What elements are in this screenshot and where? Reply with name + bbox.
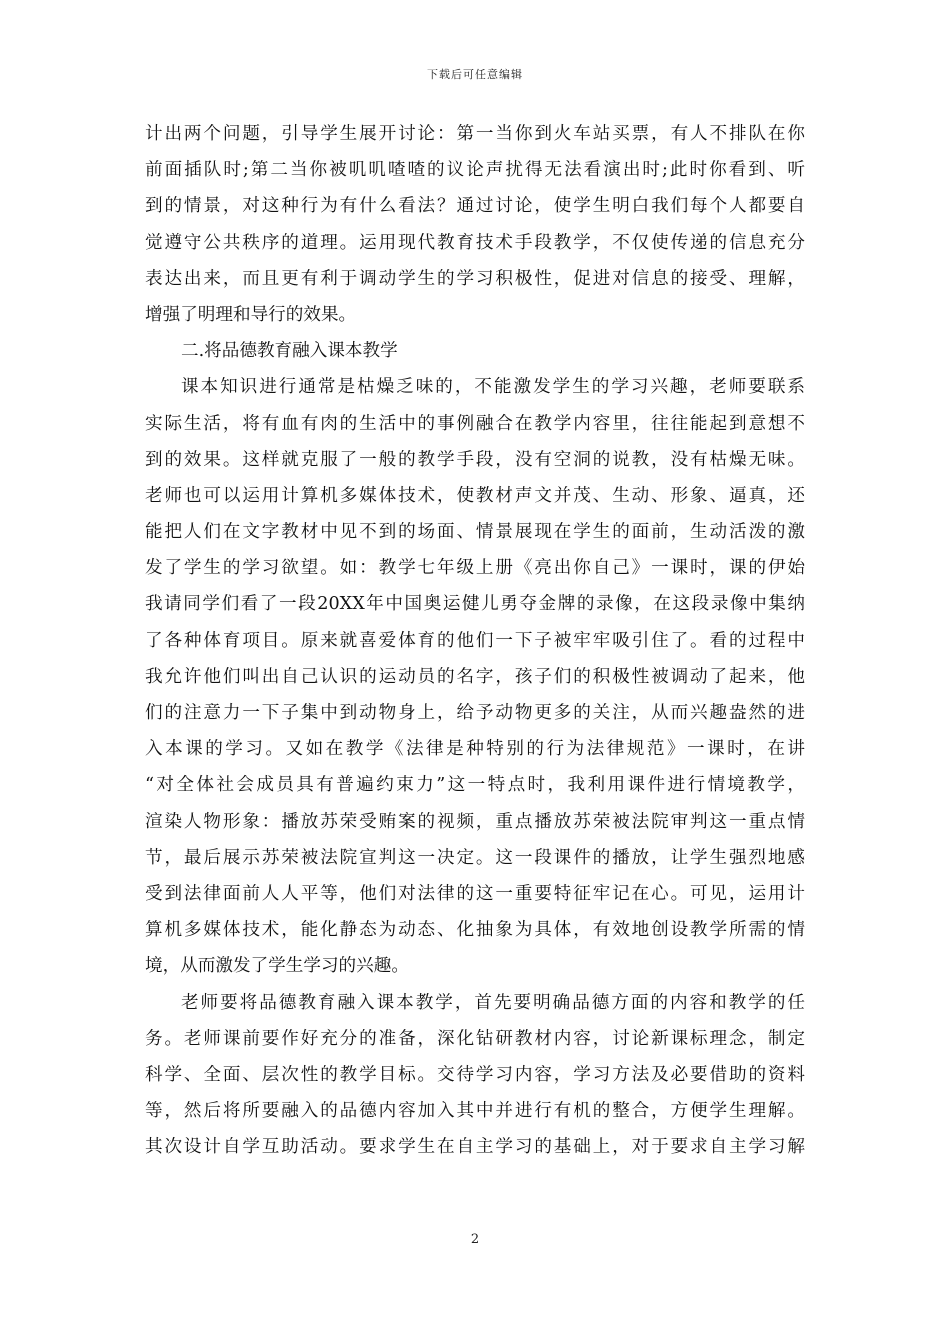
text-line: 们的注意力一下子集中到动物身上，给予动物更多的关注，从而兴趣盎然的进 <box>145 703 805 723</box>
text-line: 到的效果。这样就克服了一般的教学手段，没有空洞的说教，没有枯燥无味。 <box>145 449 805 470</box>
text-line: “对全体社会成员具有普遍约束力”这一特点时，我利用课件进行情境教学， <box>145 775 805 796</box>
text-line: 我允许他们叫出自己认识的运动员的名字，孩子们的积极性被调动了起来，他 <box>145 666 805 687</box>
text-line: 科学、全面、层次性的教学目标。交待学习内容，学习方法及必要借助的资料 <box>145 1064 805 1085</box>
text-line: 能把人们在文字教材中见不到的场面、情景展现在学生的面前，生动活泼的激 <box>145 522 805 543</box>
text-line: 老师也可以运用计算机多媒体技术，使教材声文并茂、生动、形象、逼真，还 <box>145 485 805 506</box>
text-line: 算机多媒体技术，能化静态为动态、化抽象为具体，有效地创设教学所需的情 <box>145 920 805 941</box>
text-line: 渲染人物形象：播放苏荣受贿案的视频，重点播放苏荣被法院审判这一重点情 <box>145 811 805 832</box>
page-number: 2 <box>470 1232 480 1247</box>
body-text <box>145 116 805 1165</box>
text-line: 课本知识进行通常是枯燥乏味的，不能激发学生的学习兴趣，老师要联系 <box>181 377 805 398</box>
text-line: 增强了明理和导行的效果。 <box>145 304 357 325</box>
text-line: 其次设计自学互助活动。要求学生在自主学习的基础上，对于要求自主学习解 <box>145 1137 805 1158</box>
text-line: 了各种体育项目。原来就喜爱体育的他们一下子被牢牢吸引住了。看的过程中 <box>145 630 805 651</box>
text-line: 发了学生的学习欲望。如：教学七年级上册《亮出你自己》一课时，课的伊始 <box>145 558 805 579</box>
text-line: 实际生活，将有血有肉的生活中的事例融合在教学内容里，往往能起到意想不 <box>145 413 805 434</box>
text-line: 等，然后将所要融入的品德内容加入其中并进行有机的整合，方便学生理解。 <box>145 1101 805 1122</box>
text-line: 二.将品德教育融入课本教学 <box>181 341 398 362</box>
text-line: 前面插队时;第二当你被叽叽喳喳的议论声扰得无法看演出时;此时你看到、听 <box>145 160 805 181</box>
text-line: 老师要将品德教育融入课本教学，首先要明确品德方面的内容和教学的任 <box>181 992 805 1013</box>
text-line: 计出两个问题，引导学生展开讨论：第一当你到火车站买票，有人不排队在你 <box>145 124 805 144</box>
text-line: 到的情景，对这种行为有什么看法？通过讨论，使学生明白我们每个人都要自 <box>145 196 805 217</box>
text-line: 我请同学们看了一段20XX年中国奥运健儿勇夺金牌的录像，在这段录像中集纳 <box>145 594 805 615</box>
text-line: 受到法律面前人人平等，他们对法律的这一重要特征牢记在心。可见，运用计 <box>145 883 805 904</box>
page-header: 下载后可任意编辑 <box>427 68 523 81</box>
text-line: 觉遵守公共秩序的道理。运用现代教育技术手段教学，不仅使传递的信息充分 <box>145 232 805 253</box>
text-line: 表达出来，而且更有利于调动学生的学习积极性，促进对信息的接受、理解， <box>145 268 805 289</box>
text-line: 境，从而激发了学生学习的兴趣。 <box>145 956 409 977</box>
text-line: 务。老师课前要作好充分的准备，深化钻研教材内容，讨论新课标理念，制定 <box>145 1028 805 1049</box>
text-line: 节，最后展示苏荣被法院宣判这一决定。这一段课件的播放，让学生强烈地感 <box>145 847 805 868</box>
text-line: 入本课的学习。又如在教学《法律是种特别的行为法律规范》一课时，在讲 <box>145 739 805 760</box>
